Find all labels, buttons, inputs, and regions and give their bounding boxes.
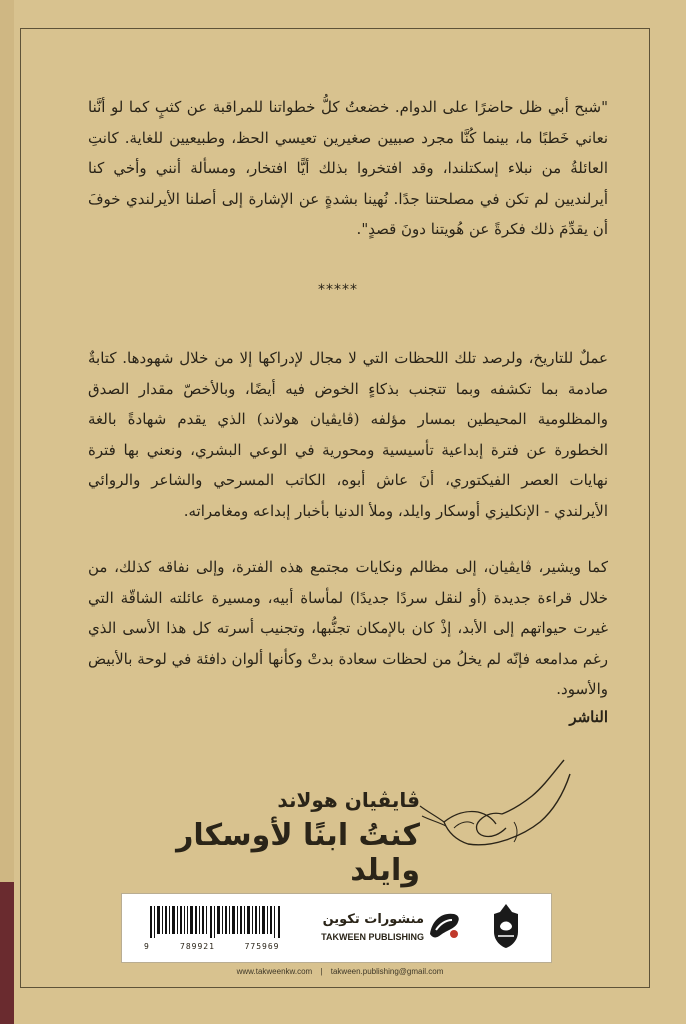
book-author: ڤايڤيان هولاند — [277, 788, 420, 812]
isbn-prefix: 9 — [144, 942, 149, 951]
isbn-digits — [180, 942, 310, 951]
publisher-signature: الناشر — [569, 708, 608, 726]
publisher-contact-line — [160, 967, 520, 976]
book-title: كنتُ ابنًا لأوسكار وايلد — [176, 818, 420, 888]
blurb-quote-paragraph: "شبح أبي ظل حاضرًا على الدوام. خضعتُ كلُّ خطواتنا للمراقبة عن كثبٍ كما لو أنَّنا نعاني خَطبًا ما، بينما كُنَّا مجرد صبيين صغيرين تعيسي الحظ، وطبيعيين للغاية. كانتِ العائلةُ من نبلاء إسكتلندا، وقد افتخروا بذلك أيًّا افتخار، ومسألة أنني وأخي كنا أيرلنديين لم تكن في مصلحتنا جدًا. نُهينا بشدةٍ عن الإشارة إلى أصلنا الأيرلندي خوفَ أن يقدِّمَ ذلك فكرةً عن هُويتنا دونَ قصدٍ". — [88, 98, 608, 238]
isbn-part-2: 775969 — [244, 942, 280, 951]
blurb-paragraph-3: كما ويشير، ڤايڤيان، إلى مظالم ونكايات مجتمع هذه الفترة، وإلى نفاقه كذلك، من خلال قراءة جديدة (أو لنقل سردًا جديدًا) لمأساة أبيه، ومسيرة عائلته الشاقّة التي غيرت حيواتهم إلى الأبد، إذْ كان بالإمكان تجنُّبها، وتجنيب أسرته كل هذا الأسى الذي رغم مدامعه فإنّه لم يخلُ من لحظات سعادة بدتْ وكأنها ألوان دافئة في لوحة بالأبيض والأسود. — [88, 558, 608, 698]
publisher-name-english: TAKWEEN PUBLISHING — [321, 932, 424, 942]
publisher-info-box — [121, 893, 552, 963]
takween-logo-icon — [422, 904, 464, 946]
isbn-part-1: 789921 — [180, 942, 215, 951]
publisher-website: www.takweenkw.com — [236, 967, 313, 976]
publisher-emblem-icon — [488, 902, 524, 950]
section-separator: ***** — [318, 282, 358, 298]
spine-edge — [0, 0, 14, 1024]
contact-separator: | — [320, 967, 323, 976]
barcode-graphic — [150, 906, 282, 938]
publisher-name-arabic: منشورات تكوين — [322, 912, 424, 927]
publisher-email: takween.publishing@gmail.com — [330, 967, 444, 976]
blurb-paragraph-2: عملٌ للتاريخ، ولرصد تلك اللحظات التي لا مجال لإدراكها إلا من خلال شهودها. كتابةٌ صادمة بما تكشفه وبما تتجنب بذكاءٍ الخوض فيه أيضًا، وبالأخصّ مقدار الصدق والمظلومية المحيطين بمسار مؤلفه (ڤايڤيان هولاند) الذي يقدم شهادةً بالغة الخطورة عن فترة إبداعية تأسيسية ومحورية في الوعي البشري، ونعني بها فترة نهايات العصر الفيكتوري، أنَ عاش أبوه، الكاتب المسرحي والشاعر والروائي الأيرلندي - الإنكليزي أوسكار وايلد، وملأ الدنيا بأخبار إبداعه ومغامراته. — [88, 349, 609, 520]
hands-illustration — [414, 752, 574, 862]
